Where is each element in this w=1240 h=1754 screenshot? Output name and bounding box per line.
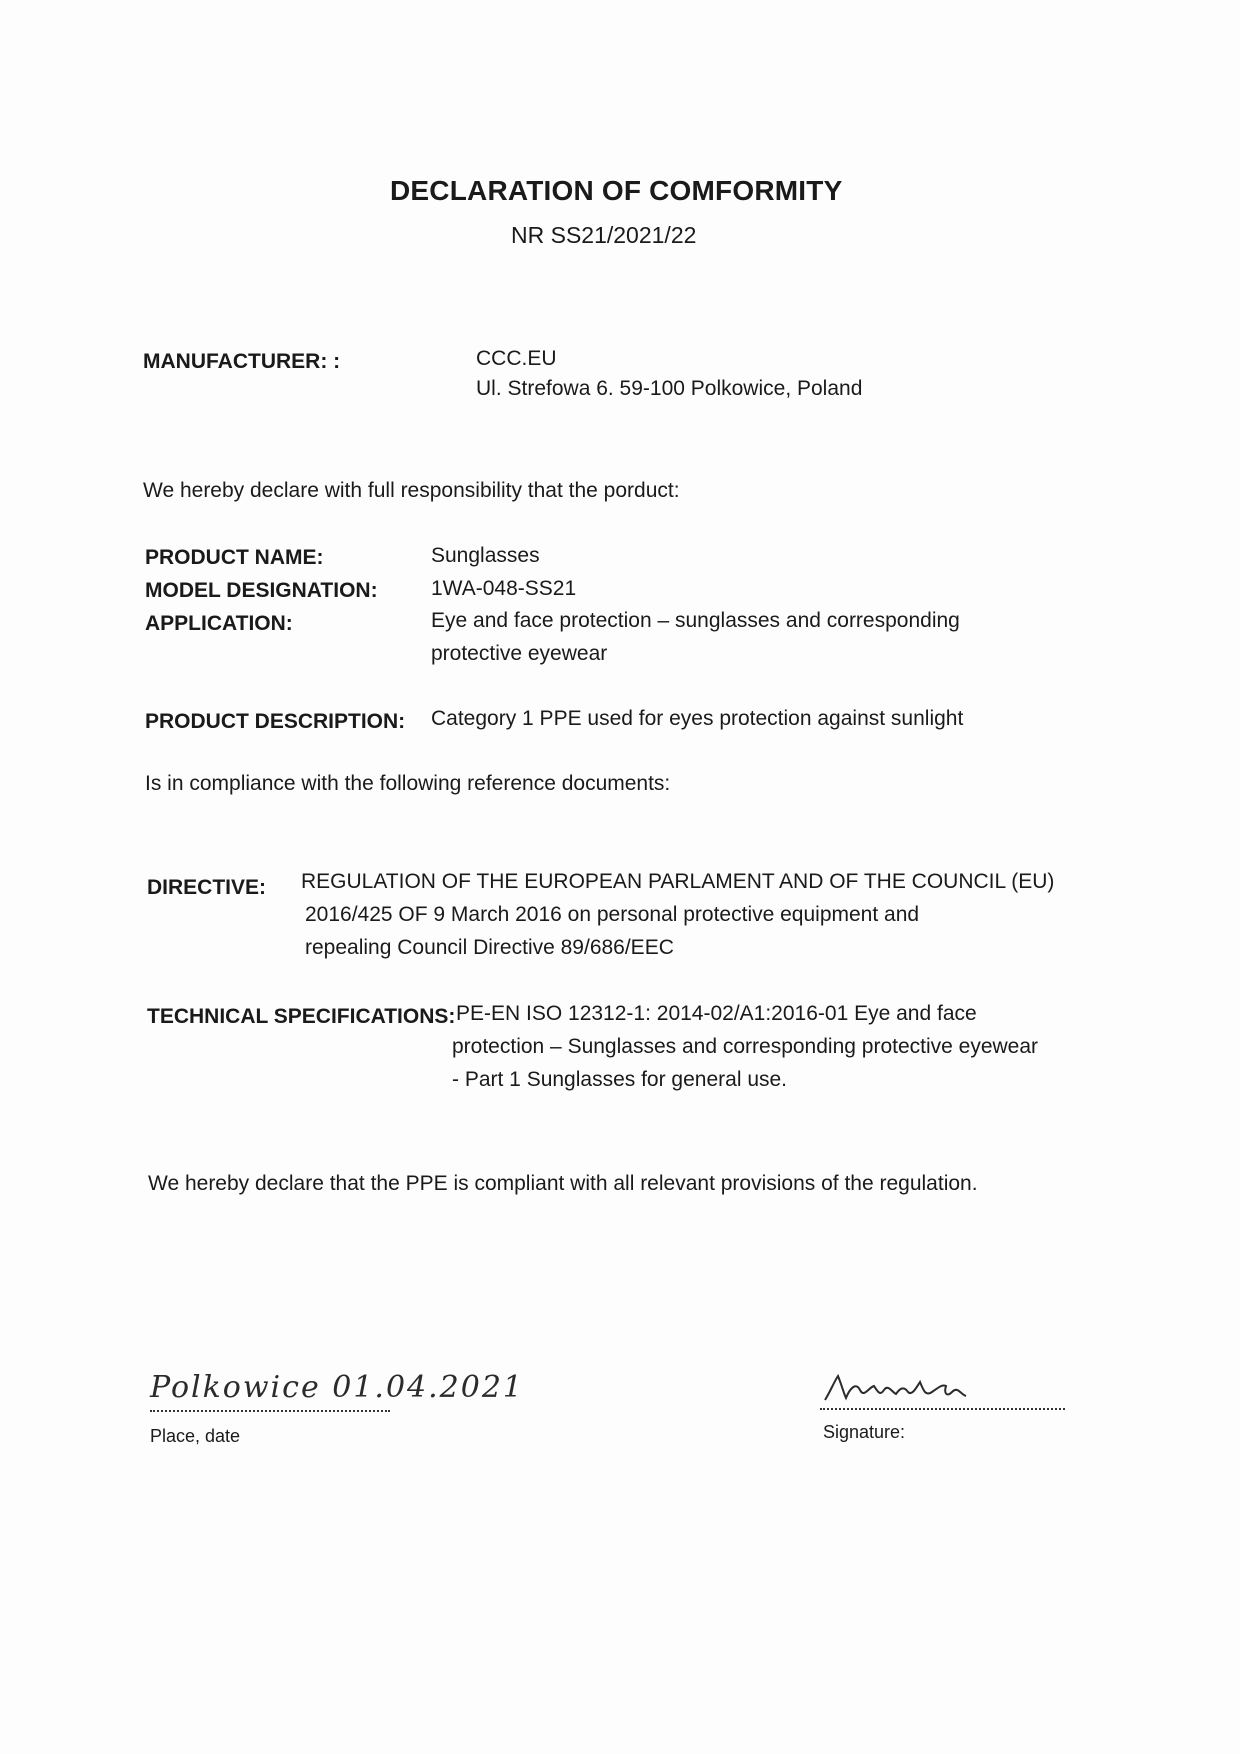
technical-specifications-label: TECHNICAL SPECIFICATIONS: bbox=[147, 1005, 456, 1028]
application-value-line2: protective eyewear bbox=[431, 642, 608, 665]
document-number: NR SS21/2021/22 bbox=[511, 222, 697, 248]
product-name-label: PRODUCT NAME: bbox=[145, 546, 324, 569]
signature-label: Signature: bbox=[823, 1422, 906, 1442]
technical-specifications-line1: PE-EN ISO 12312-1: 2014-02/A1:2016-01 Eye and face bbox=[456, 1002, 977, 1025]
signature-dotted-line bbox=[820, 1408, 1065, 1410]
handwritten-signature bbox=[820, 1362, 1020, 1412]
manufacturer-address: Ul. Strefowa 6. 59-100 Polkowice, Poland bbox=[476, 377, 863, 400]
directive-line1: REGULATION OF THE EUROPEAN PARLAMENT AND OF THE COUNCIL (EU) bbox=[301, 870, 1055, 893]
closing-statement: We hereby declare that the PPE is compliant with all relevant provisions of the regulation. bbox=[148, 1172, 978, 1195]
product-description-value: Category 1 PPE used for eyes protection against sunlight bbox=[431, 707, 964, 730]
place-date-dotted-line bbox=[150, 1410, 390, 1412]
directive-line2: 2016/425 OF 9 March 2016 on personal protective equipment and bbox=[305, 903, 920, 926]
product-name-value: Sunglasses bbox=[431, 544, 540, 567]
directive-label: DIRECTIVE: bbox=[147, 876, 267, 899]
model-designation-label: MODEL DESIGNATION: bbox=[145, 579, 378, 602]
handwritten-place-date: Polkowice 01.04.2021 bbox=[150, 1370, 524, 1405]
application-label: APPLICATION: bbox=[145, 612, 293, 635]
application-value-line1: Eye and face protection – sunglasses and corresponding bbox=[431, 609, 960, 632]
manufacturer-label: MANUFACTURER: : bbox=[143, 350, 341, 373]
technical-specifications-line2: protection – Sunglasses and corresponding protective eyewear bbox=[452, 1035, 1039, 1058]
intro-text: We hereby declare with full responsibility that the porduct: bbox=[143, 479, 680, 502]
place-date-label: Place, date bbox=[150, 1426, 241, 1446]
technical-specifications-line3: - Part 1 Sunglasses for general use. bbox=[452, 1068, 788, 1091]
directive-line3: repealing Council Directive 89/686/EEC bbox=[305, 936, 674, 959]
compliance-intro: Is in compliance with the following reference documents: bbox=[145, 772, 671, 795]
model-designation-value: 1WA-048-SS21 bbox=[431, 577, 577, 600]
product-description-label: PRODUCT DESCRIPTION: bbox=[145, 710, 406, 733]
document-title: DECLARATION OF COMFORMITY bbox=[390, 175, 843, 206]
manufacturer-name: CCC.EU bbox=[476, 347, 557, 370]
